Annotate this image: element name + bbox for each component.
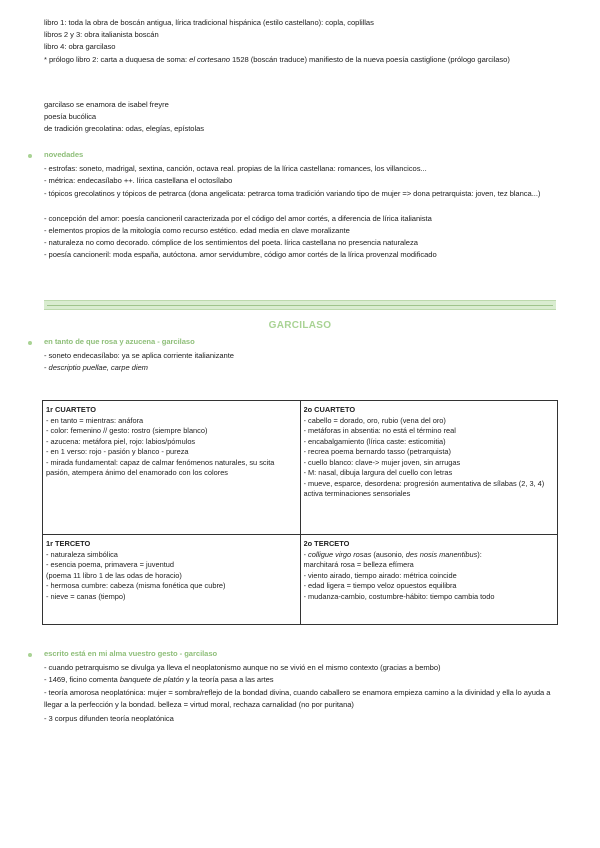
cell-line (304, 550, 554, 561)
section-divider (44, 300, 556, 310)
cell-line: - en 1 verso: rojo - pasión y blanco - pureza (46, 447, 189, 456)
cell-line-italic: des nosis manentibus (405, 549, 478, 559)
cell-line-prefix: - (303, 549, 309, 559)
cell-line-suffix: ): (477, 549, 482, 559)
rosa-line-2-prefix: - (44, 363, 49, 372)
intro-line-2: libros 2 y 3: obra italianista boscán (44, 30, 159, 39)
escrito-line-2-prefix: - 1469, ficino comenta (44, 675, 120, 684)
escrito-heading: escrito está en mi alma vuestro gesto - garcilaso (44, 649, 218, 658)
novedades-item-5: - elementos propios de la mitología como recurso estético. edad media en clave moralizante (44, 226, 350, 235)
escrito-line-1: - cuando petrarquismo se divulga ya lleva el neoplatonismo aunque no se vivió en el mismo contexto (gracias a bembo) (44, 663, 441, 672)
cell-line: marchitará rosa = belleza efímera (303, 560, 414, 569)
cell-line: - mudanza-cambio, costumbre-hábito: tiempo cambia todo (303, 591, 495, 601)
cell-line: (poema 11 libro 1 de las odas de horacio) (46, 570, 182, 580)
poem-analysis-table (42, 400, 558, 625)
cell-line: - esencia poema, primavera = juventud (46, 560, 174, 569)
cell-line-mid: (ausonio, (371, 549, 406, 559)
rosa-line-2-italic: descriptio puellae, carpe diem (48, 363, 148, 372)
cell-line: - en tanto = mientras: anáfora (46, 415, 144, 425)
cell-line: - nieve = canas (tiempo) (46, 591, 126, 601)
bullet-icon (28, 154, 32, 158)
garcilaso-line-2: poesía bucólica (44, 112, 97, 121)
cell-line: - cuello blanco: clave-> mujer joven, sin arrugas (303, 457, 461, 467)
cell-1r-terceto (43, 535, 301, 625)
cell-line: - mueve, esparce, desordena: progresión aumentativa de sílabas (2, 3, 4) activa terminaciones sensoriales (303, 478, 545, 498)
cell-line: - cabello = dorado, oro, rubio (vena del oro) (303, 415, 446, 425)
cell-line: - color: femenino // gesto: rostro (siempre blanco) (46, 426, 208, 435)
prologo-prefix: * prólogo libro 2: carta a duquesa de soma: (44, 55, 190, 64)
cell-2o-terceto (300, 535, 558, 625)
cell-1r-cuarteto (43, 401, 301, 535)
cell-line-italic: colligue virgo rosas (308, 549, 372, 559)
cell-title: 2o TERCETO (303, 539, 350, 548)
intro-line-1: libro 1: toda la obra de boscán antigua, lírica tradicional hispánica (estilo castellano): copla, coplillas (44, 18, 374, 27)
rosa-line-1: - soneto endecasílabo: ya se aplica corriente italianizante (44, 351, 234, 360)
novedades-item-6: - naturaleza no como decorado. cómplice de los sentimientos del poeta. lírica castellana no presencia naturaleza (44, 238, 418, 247)
escrito-line-2-suffix: y la teoría pasa a las artes (183, 675, 274, 684)
escrito-line-3: - teoría amorosa neoplatónica: mujer = sombra/reflejo de la bondad divina, cuando caballero se enamora empieza camino a la divinidad y ella lo ayuda a llegar a la perfección y la bondad. belleza = virtud moral, rechaza carnalidad (no por puritana) (44, 688, 551, 709)
cell-title: 1r TERCETO (46, 539, 91, 548)
cell-2o-cuarteto (300, 401, 558, 535)
cell-line: - viento airado, tiempo airado: métrica coincide (303, 570, 457, 580)
novedades-item-1: - estrofas: soneto, madrigal, sextina, canción, octava real. propias de la lírica castellana: romances, los villancicos... (44, 164, 427, 173)
escrito-line-2-italic: banquete de platón (119, 675, 184, 684)
rosa-heading: en tanto de que rosa y azucena - garcilaso (44, 337, 195, 346)
cell-line: - M: nasal, dibuja largura del cuello con letras (303, 468, 453, 477)
prologo-italic: el cortesano (189, 55, 230, 64)
novedades-item-2: - métrica: endecasílabo ++. lírica castellana el octosílabo (44, 176, 233, 185)
novedades-item-7: - poesía cancioneril: moda españa, autóctona. amor servidumbre, código amor cortés de la lírica provenzal modificado (44, 250, 437, 259)
garcilaso-line-3: de tradición grecolatina: odas, elegías, epístolas (44, 124, 205, 133)
cell-line: - metáforas in absentia: no está el término real (303, 426, 456, 435)
cell-title: 1r CUARTETO (46, 405, 96, 414)
garcilaso-line-1: garcilaso se enamora de isabel freyre (44, 100, 169, 109)
cell-line: - mirada fundamental: capaz de calmar fenómenos naturales, su scita pasión, atempera ánimo del enamorado con los colores (46, 457, 275, 477)
bullet-icon (28, 653, 32, 657)
cell-line: - naturaleza simbólica (46, 549, 118, 559)
cell-line: - encabalgamiento (lírica caste: esticomitia) (303, 436, 446, 446)
section-title: GARCILASO (268, 320, 332, 331)
novedades-item-4: - concepción del amor: poesía cancioneril caracterizada por el código del amor cortés, a diferencia de lírica italianista (44, 214, 432, 223)
novedades-item-3: - tópicos grecolatinos y tópicos de petrarca (dona angelicata: petrarca toma tradición variando tipo de mujer => dona petrarquista: joven, tez blanca...) (44, 189, 541, 198)
bullet-icon (28, 341, 32, 345)
cell-line: - recrea poema bernardo tasso (petrarquista) (303, 447, 451, 456)
novedades-heading: novedades (44, 150, 84, 159)
escrito-line-4: - 3 corpus difunden teoría neoplatónica (44, 714, 174, 723)
rosa-line-2 (44, 363, 148, 373)
escrito-line-2 (44, 675, 274, 685)
intro-line-3: libro 4: obra garcilaso (44, 42, 116, 51)
cell-title: 2o CUARTETO (303, 405, 356, 414)
cell-line: - edad ligera = tiempo veloz opuestos equilibra (303, 581, 457, 590)
prologo-suffix: 1528 (boscán traduce) manifiesto de la nueva poesía castiglione (prólogo garcilaso) (229, 55, 510, 64)
prologo-note (44, 54, 558, 66)
cell-line: - azucena: metáfora piel, rojo: labios/pómulos (46, 436, 196, 446)
cell-line: - hermosa cumbre: cabeza (misma fonética que cubre) (46, 581, 226, 590)
